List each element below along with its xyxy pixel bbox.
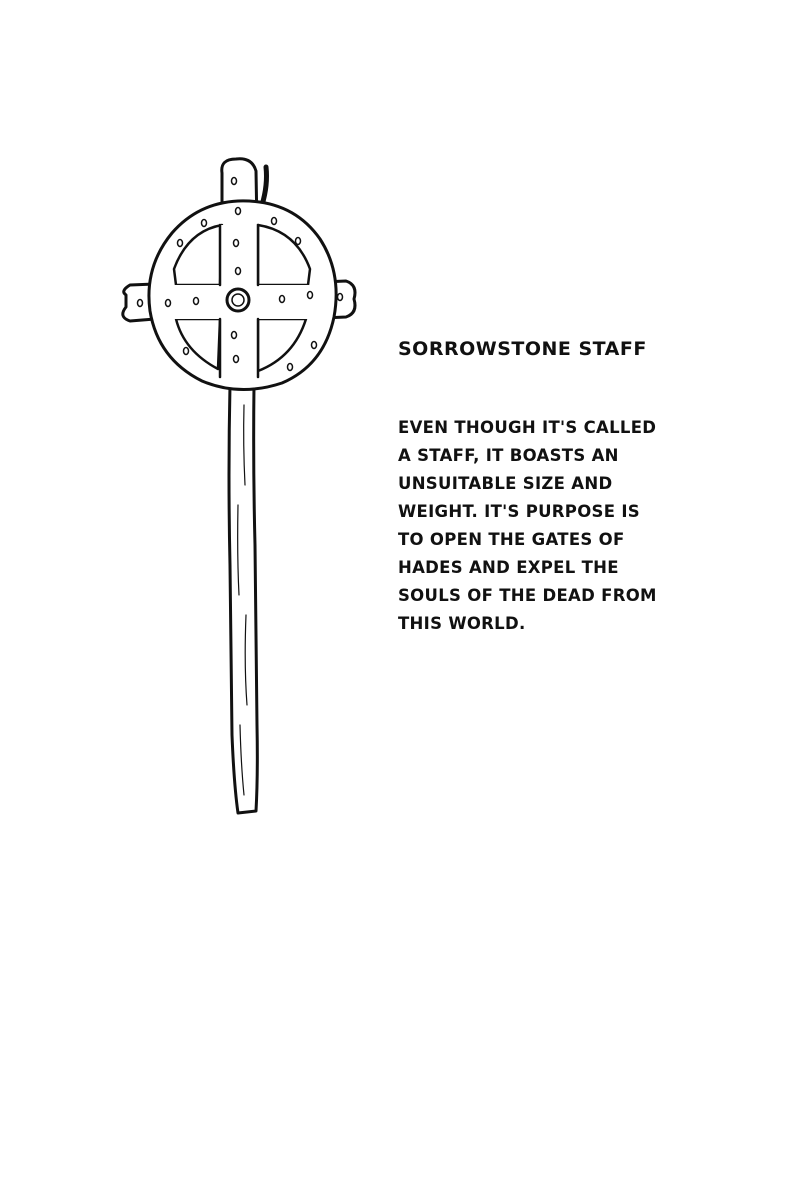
description-line: UNSUITABLE SIZE AND: [398, 474, 613, 493]
item-title: SORROWSTONE STAFF: [398, 338, 647, 360]
description-line: SOULS OF THE DEAD FROM: [398, 586, 657, 605]
description-line: TO OPEN THE GATES OF: [398, 530, 625, 549]
description-line: WEIGHT. IT'S PURPOSE IS: [398, 502, 640, 521]
item-description: [398, 414, 698, 638]
description-line: THIS WORLD.: [398, 614, 526, 633]
description-line: HADES AND EXPEL THE: [398, 558, 619, 577]
sorrowstone-staff-illustration: [110, 145, 380, 825]
celtic-cross-staff-icon: [110, 145, 380, 825]
description-line: A STAFF, IT BOASTS AN: [398, 446, 619, 465]
description-line: EVEN THOUGH IT'S CALLED: [398, 418, 657, 437]
